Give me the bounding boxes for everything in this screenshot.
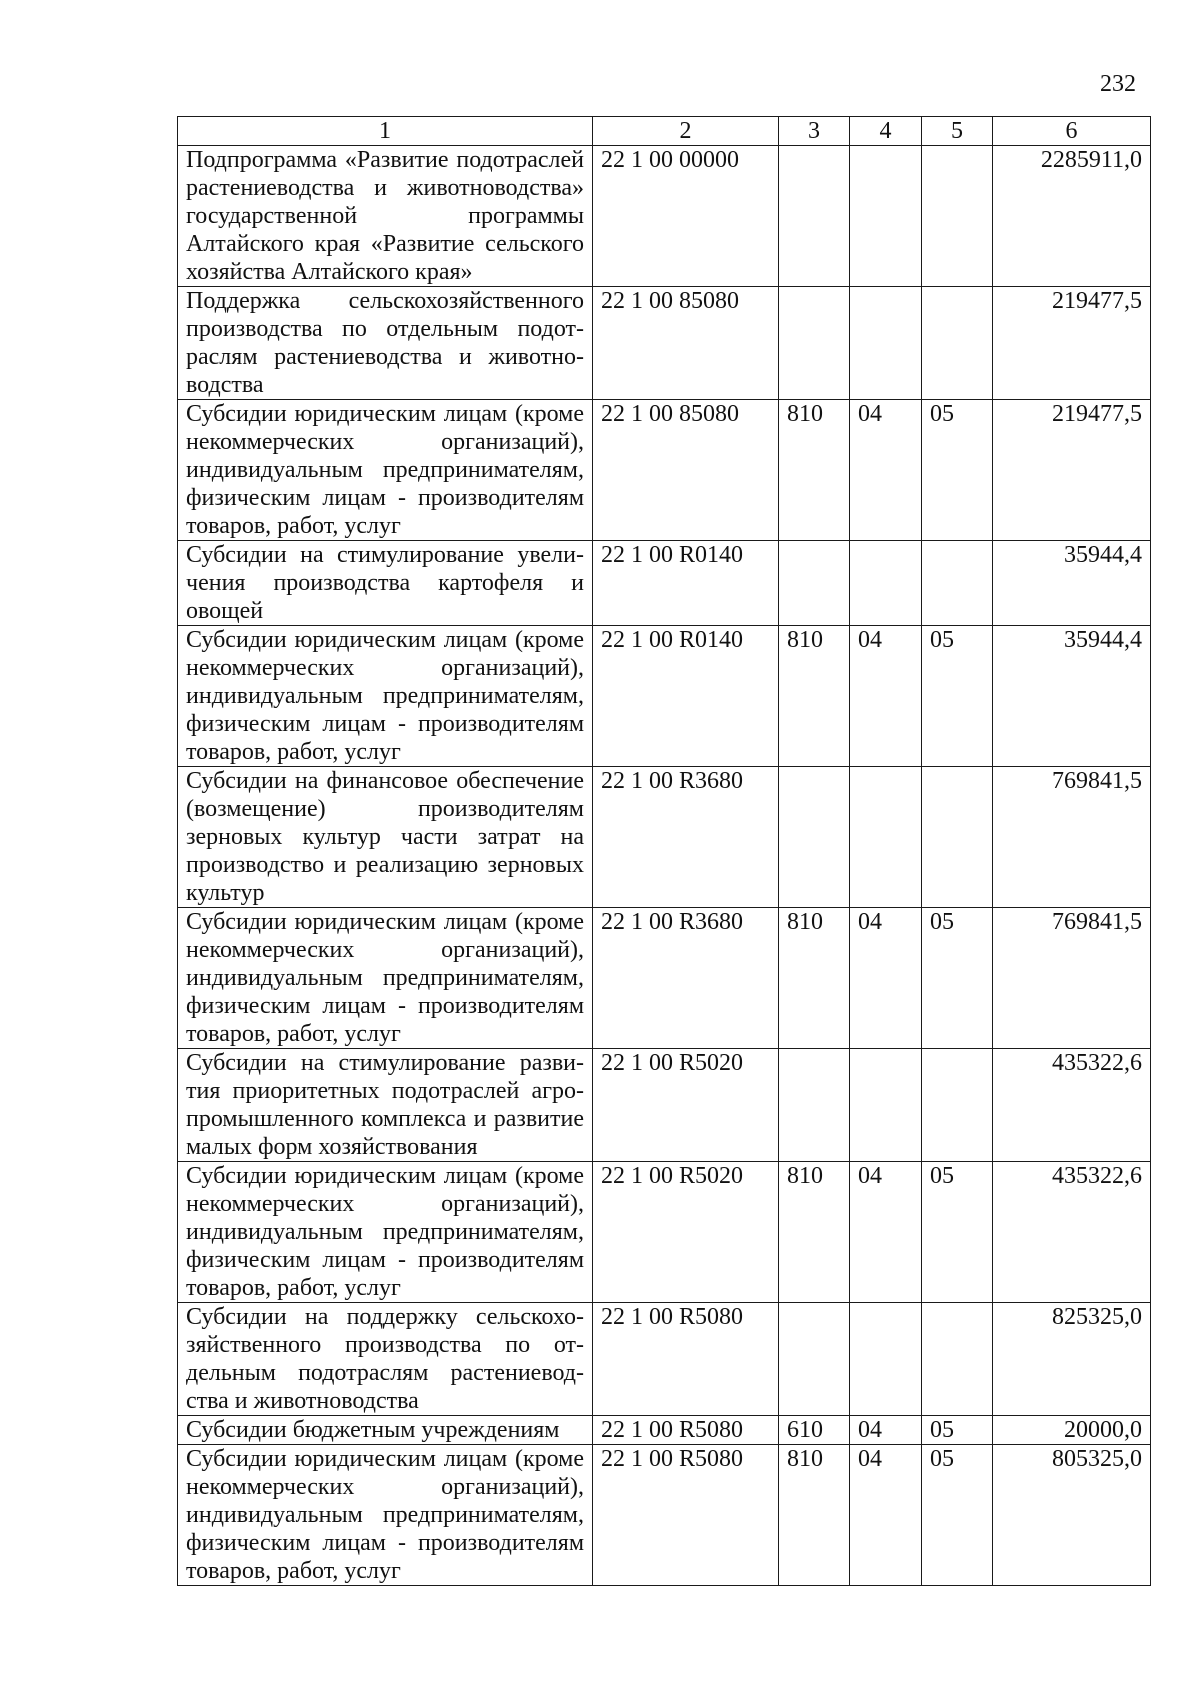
row-expense-type-cell: 610 [779,1416,850,1445]
row-name-cell: Субсидии юридическим лицам (кроме некоммерческих организаций), индивидуальным предпринимателям, физическим лицам - производителям товаров, работ, услуг [178,1445,593,1586]
row-subsection-cell: 05 [922,1445,993,1586]
row-name-cell: Субсидии юридическим лицам (кроме некоммерческих организаций), индивидуальным предпринимателям, физическим лицам - производителям товаров, работ, услуг [178,1162,593,1303]
header-cell-3: 3 [779,117,850,146]
row-section-cell [850,767,922,908]
row-expense-type-cell: 810 [779,1445,850,1586]
row-expense-type-cell: 810 [779,400,850,541]
row-subsection-cell: 05 [922,626,993,767]
table-row [178,400,1151,541]
row-name-cell: Поддержка сельскохозяйственного производства по отдельным подотраслям растениеводства и животноводства [178,287,593,400]
row-expense-type-cell [779,1049,850,1162]
row-code-cell: 22 1 00 00000 [593,146,779,287]
row-name-cell: Субсидии на финансовое обеспечение (возмещение) производителям зерновых культур части затрат на производство и реализацию зерновых культур [178,767,593,908]
row-subsection-cell [922,1303,993,1416]
row-name-cell: Субсидии юридическим лицам (кроме некоммерческих организаций), индивидуальным предпринимателям, физическим лицам - производителям товаров, работ, услуг [178,626,593,767]
row-section-cell [850,287,922,400]
row-amount-cell: 435322,6 [993,1049,1151,1162]
table-row [178,1162,1151,1303]
row-amount-cell: 769841,5 [993,908,1151,1049]
header-cell-4: 4 [850,117,922,146]
row-code-cell: 22 1 00 R3680 [593,767,779,908]
row-code-cell: 22 1 00 85080 [593,400,779,541]
header-cell-1: 1 [178,117,593,146]
table-row [178,1049,1151,1162]
row-subsection-cell: 05 [922,908,993,1049]
row-amount-cell: 825325,0 [993,1303,1151,1416]
row-subsection-cell: 05 [922,1416,993,1445]
table-row [178,146,1151,287]
row-section-cell [850,1303,922,1416]
table-row [178,626,1151,767]
budget-table [177,116,1151,1586]
row-name-cell: Субсидии юридическим лицам (кроме некоммерческих организаций), индивидуальным предпринимателям, физическим лицам - производителям товаров, работ, услуг [178,908,593,1049]
row-expense-type-cell: 810 [779,1162,850,1303]
row-section-cell [850,541,922,626]
row-expense-type-cell [779,287,850,400]
row-name-cell: Подпрограмма «Развитие подотраслей растениеводства и животноводства» государственной программы Алтайского края «Развитие сельского хозяйства Алтайского края» [178,146,593,287]
table-row [178,1445,1151,1586]
row-amount-cell: 35944,4 [993,626,1151,767]
row-subsection-cell [922,767,993,908]
table-row [178,541,1151,626]
row-name-cell: Субсидии на поддержку сельскохозяйственного производства по отдельным подотраслям растениеводства и животноводства [178,1303,593,1416]
row-expense-type-cell [779,541,850,626]
table-row [178,1416,1151,1445]
row-name-cell: Субсидии на стимулирование увеличения производства картофеля и овощей [178,541,593,626]
row-amount-cell: 219477,5 [993,287,1151,400]
header-cell-6: 6 [993,117,1151,146]
row-section-cell: 04 [850,626,922,767]
table-row [178,767,1151,908]
row-subsection-cell [922,1049,993,1162]
table-body [178,146,1151,1586]
table-header-row [178,117,1151,146]
row-expense-type-cell: 810 [779,908,850,1049]
table-row [178,287,1151,400]
row-amount-cell: 219477,5 [993,400,1151,541]
row-expense-type-cell: 810 [779,626,850,767]
row-amount-cell: 20000,0 [993,1416,1151,1445]
row-expense-type-cell [779,1303,850,1416]
row-section-cell: 04 [850,400,922,541]
row-subsection-cell [922,541,993,626]
row-code-cell: 22 1 00 R0140 [593,541,779,626]
row-amount-cell: 35944,4 [993,541,1151,626]
page-number: 232 [1100,71,1136,97]
row-expense-type-cell [779,146,850,287]
row-code-cell: 22 1 00 R5020 [593,1162,779,1303]
table-row [178,1303,1151,1416]
row-code-cell: 22 1 00 R0140 [593,626,779,767]
row-amount-cell: 769841,5 [993,767,1151,908]
row-section-cell: 04 [850,1162,922,1303]
row-code-cell: 22 1 00 R3680 [593,908,779,1049]
row-name-cell: Субсидии на стимулирование развития приоритетных подотраслей агропромышленного комплекса и развитие малых форм хозяйствования [178,1049,593,1162]
row-amount-cell: 435322,6 [993,1162,1151,1303]
row-code-cell: 22 1 00 85080 [593,287,779,400]
row-section-cell [850,146,922,287]
row-code-cell: 22 1 00 R5080 [593,1416,779,1445]
row-subsection-cell [922,287,993,400]
row-subsection-cell [922,146,993,287]
row-subsection-cell: 05 [922,400,993,541]
header-cell-2: 2 [593,117,779,146]
row-amount-cell: 2285911,0 [993,146,1151,287]
row-subsection-cell: 05 [922,1162,993,1303]
row-name-cell: Субсидии юридическим лицам (кроме некоммерческих организаций), индивидуальным предпринимателям, физическим лицам - производителям товаров, работ, услуг [178,400,593,541]
row-section-cell: 04 [850,908,922,1049]
row-expense-type-cell [779,767,850,908]
row-code-cell: 22 1 00 R5080 [593,1445,779,1586]
table-row [178,908,1151,1049]
row-section-cell [850,1049,922,1162]
row-code-cell: 22 1 00 R5080 [593,1303,779,1416]
header-cell-5: 5 [922,117,993,146]
row-section-cell: 04 [850,1416,922,1445]
row-amount-cell: 805325,0 [993,1445,1151,1586]
row-name-cell: Субсидии бюджетным учреждениям [178,1416,593,1445]
row-code-cell: 22 1 00 R5020 [593,1049,779,1162]
row-section-cell: 04 [850,1445,922,1586]
